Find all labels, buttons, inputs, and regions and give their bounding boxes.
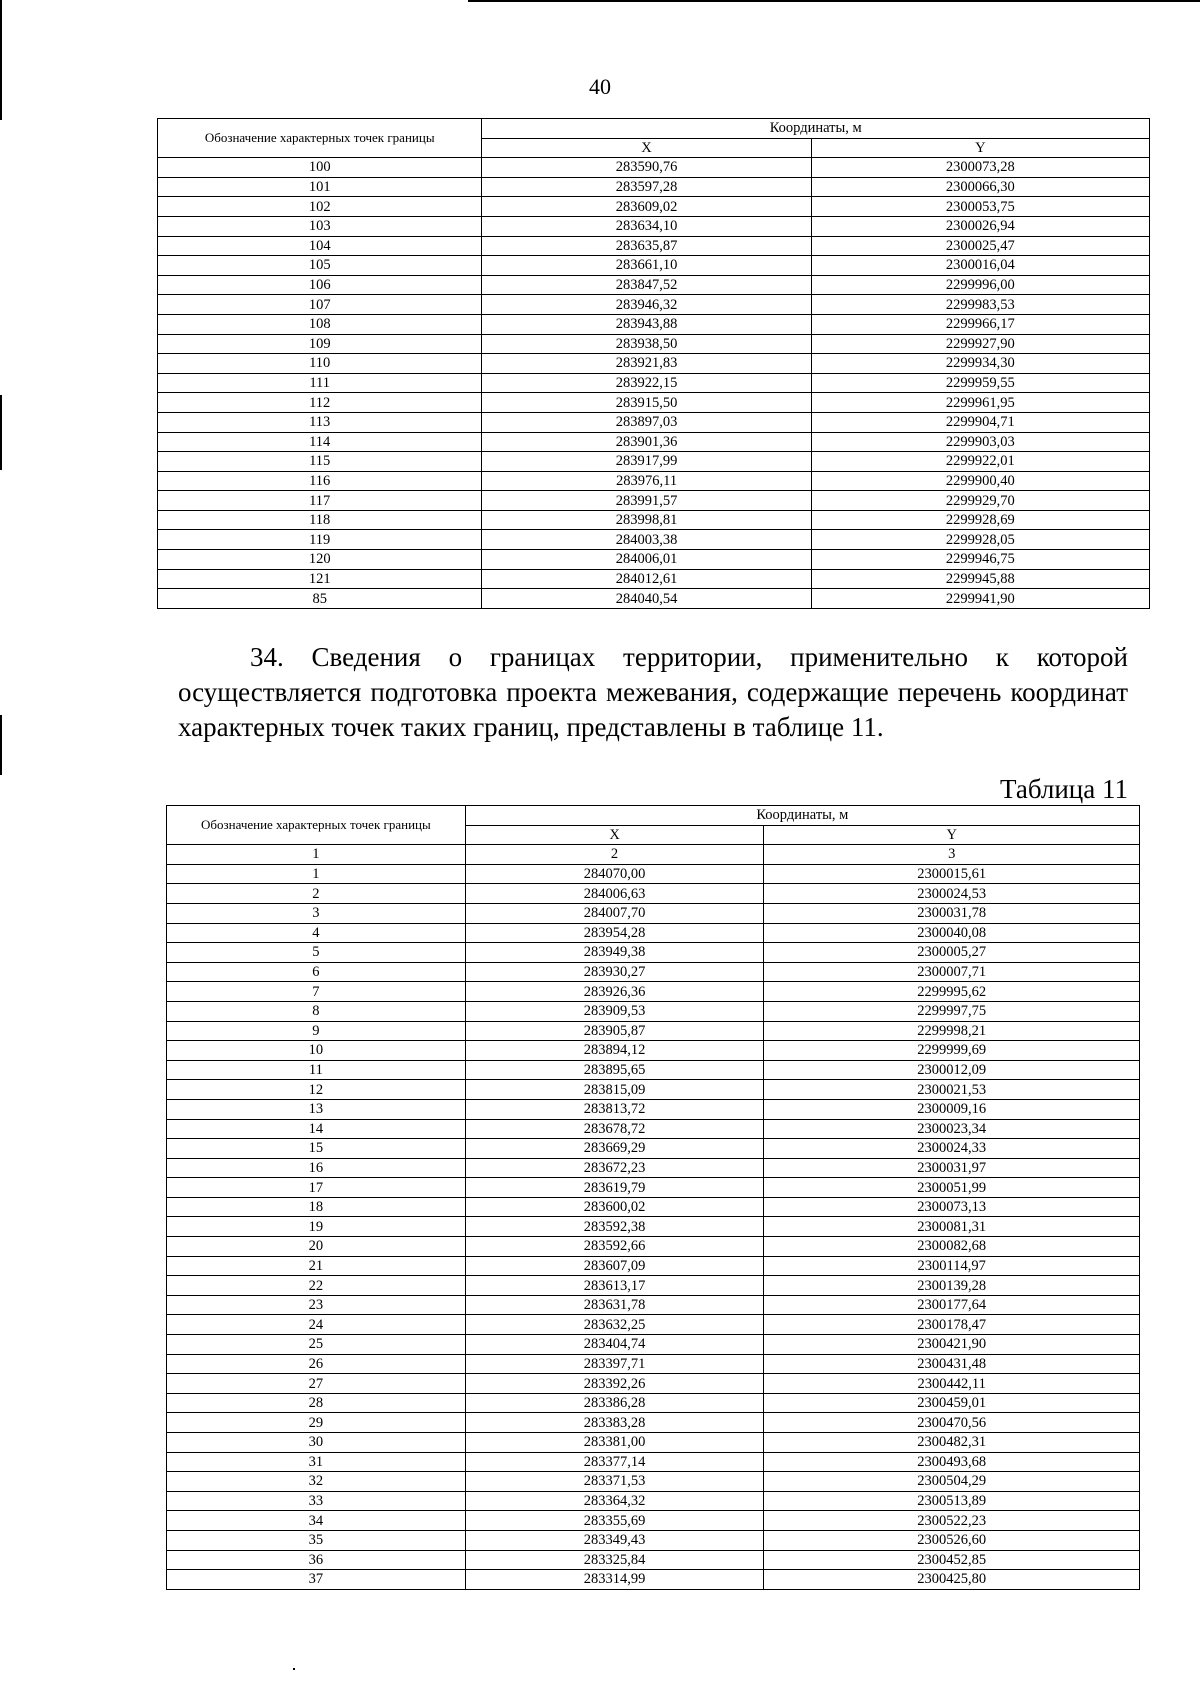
y-coordinate: 2299966,17 [811,314,1149,334]
point-id: 25 [167,1335,466,1355]
y-coordinate: 2300425,80 [764,1570,1140,1590]
y-coordinate: 2300040,08 [764,923,1140,943]
x-coordinate: 283813,72 [465,1099,764,1119]
table-row [167,1197,1140,1217]
table-row [167,1099,1140,1119]
point-id: 31 [167,1452,466,1472]
x-header: X [482,138,811,158]
point-id: 35 [167,1530,466,1550]
y-coordinate: 2299928,05 [811,530,1149,550]
y-coordinate: 2299959,55 [811,373,1149,393]
y-coordinate: 2299929,70 [811,491,1149,511]
table-row [167,1570,1140,1590]
point-id: 20 [167,1237,466,1257]
point-id: 30 [167,1433,466,1453]
point-id: 112 [158,393,482,413]
point-id: 121 [158,569,482,589]
y-coordinate: 2300051,99 [764,1178,1140,1198]
table-row [167,1139,1140,1159]
x-coordinate: 283815,09 [465,1080,764,1100]
x-coordinate: 283349,43 [465,1530,764,1550]
table-row [167,1001,1140,1021]
y-coordinate: 2299998,21 [764,1021,1140,1041]
x-coordinate: 283678,72 [465,1119,764,1139]
table-row [167,1295,1140,1315]
point-id: 12 [167,1080,466,1100]
x-coordinate: 283381,00 [465,1433,764,1453]
x-coordinate: 283672,23 [465,1158,764,1178]
y-coordinate: 2300031,97 [764,1158,1140,1178]
coordinates-table-11 [166,805,1140,1590]
point-id: 1 [167,864,466,884]
x-header: X [465,825,764,845]
table-row [167,943,1140,963]
table-row [158,393,1150,413]
x-coordinate: 284006,01 [482,550,811,570]
table-row [158,314,1150,334]
table-row [167,962,1140,982]
table-row [167,1374,1140,1394]
table-row [167,1041,1140,1061]
x-coordinate: 283905,87 [465,1021,764,1041]
point-header: Обозначение характерных точек границы [167,806,466,845]
column-number-1: 1 [167,845,466,865]
point-id: 23 [167,1295,466,1315]
table-row [158,177,1150,197]
y-coordinate: 2299941,90 [811,589,1149,609]
x-coordinate: 284003,38 [482,530,811,550]
point-id: 103 [158,216,482,236]
y-coordinate: 2299946,75 [811,550,1149,570]
table-row [158,491,1150,511]
x-coordinate: 283619,79 [465,1178,764,1198]
x-coordinate: 283597,28 [482,177,811,197]
x-coordinate: 283991,57 [482,491,811,511]
point-id: 26 [167,1354,466,1374]
x-coordinate: 283383,28 [465,1413,764,1433]
y-coordinate: 2300024,53 [764,884,1140,904]
point-id: 14 [167,1119,466,1139]
point-id: 106 [158,275,482,295]
table-row [158,216,1150,236]
y-coordinate: 2299961,95 [811,393,1149,413]
y-coordinate: 2300442,11 [764,1374,1140,1394]
table-row [167,1237,1140,1257]
table-body [158,158,1150,609]
y-coordinate: 2300139,28 [764,1276,1140,1296]
x-coordinate: 283397,71 [465,1354,764,1374]
scan-edge-left-3 [0,715,2,775]
point-id: 33 [167,1491,466,1511]
table-row [158,236,1150,256]
y-header: Y [764,825,1140,845]
point-id: 114 [158,432,482,452]
point-id: 10 [167,1041,466,1061]
column-number-3: 3 [764,845,1140,865]
x-coordinate: 283946,32 [482,295,811,315]
y-coordinate: 2299999,69 [764,1041,1140,1061]
point-id: 11 [167,1060,466,1080]
table-row [167,1433,1140,1453]
y-coordinate: 2299928,69 [811,510,1149,530]
y-coordinate: 2299934,30 [811,354,1149,374]
y-coordinate: 2300504,29 [764,1472,1140,1492]
table-row [167,1060,1140,1080]
y-coordinate: 2300482,31 [764,1433,1140,1453]
x-coordinate: 283632,25 [465,1315,764,1335]
y-coordinate: 2300015,61 [764,864,1140,884]
x-coordinate: 284040,54 [482,589,811,609]
y-coordinate: 2300459,01 [764,1393,1140,1413]
column-number-2: 2 [465,845,764,865]
coordinates-header: Координаты, м [482,119,1150,139]
y-coordinate: 2300177,64 [764,1295,1140,1315]
table-row [158,197,1150,217]
x-coordinate: 283314,99 [465,1570,764,1590]
y-coordinate: 2300081,31 [764,1217,1140,1237]
x-coordinate: 283976,11 [482,471,811,491]
table-row [167,1393,1140,1413]
x-coordinate: 283364,32 [465,1491,764,1511]
table-row [167,884,1140,904]
y-coordinate: 2299922,01 [811,452,1149,472]
x-coordinate: 283590,76 [482,158,811,178]
y-coordinate: 2299945,88 [811,569,1149,589]
table-row [167,864,1140,884]
table-row [167,1080,1140,1100]
table-row [167,1119,1140,1139]
table-row [158,275,1150,295]
table-row [167,1178,1140,1198]
point-id: 27 [167,1374,466,1394]
point-id: 3 [167,903,466,923]
y-coordinate: 2300066,30 [811,177,1149,197]
table-row [158,432,1150,452]
table-row [167,1550,1140,1570]
table-row [167,982,1140,1002]
y-coordinate: 2300513,89 [764,1491,1140,1511]
x-coordinate: 283847,52 [482,275,811,295]
y-coordinate: 2300053,75 [811,197,1149,217]
x-coordinate: 283404,74 [465,1335,764,1355]
point-id: 32 [167,1472,466,1492]
point-id: 15 [167,1139,466,1159]
point-id: 113 [158,412,482,432]
point-id: 100 [158,158,482,178]
point-id: 109 [158,334,482,354]
x-coordinate: 283613,17 [465,1276,764,1296]
coordinates-header: Координаты, м [465,806,1139,826]
x-coordinate: 283592,66 [465,1237,764,1257]
table-row [158,412,1150,432]
point-id: 118 [158,510,482,530]
point-id: 34 [167,1511,466,1531]
point-id: 17 [167,1178,466,1198]
table-row [158,158,1150,178]
y-coordinate: 2299927,90 [811,334,1149,354]
point-id: 117 [158,491,482,511]
y-coordinate: 2299996,00 [811,275,1149,295]
point-id: 107 [158,295,482,315]
table-row [167,923,1140,943]
table-body [167,864,1140,1589]
point-id: 16 [167,1158,466,1178]
point-id: 2 [167,884,466,904]
y-coordinate: 2300114,97 [764,1256,1140,1276]
point-id: 13 [167,1099,466,1119]
x-coordinate: 284006,63 [465,884,764,904]
y-coordinate: 2300025,47 [811,236,1149,256]
point-id: 85 [158,589,482,609]
y-coordinate: 2300021,53 [764,1080,1140,1100]
y-header: Y [811,138,1149,158]
table-row [167,1158,1140,1178]
point-id: 24 [167,1315,466,1335]
x-coordinate: 283921,83 [482,354,811,374]
point-id: 102 [158,197,482,217]
y-coordinate: 2300522,23 [764,1511,1140,1531]
point-id: 21 [167,1256,466,1276]
y-coordinate: 2300007,71 [764,962,1140,982]
point-id: 29 [167,1413,466,1433]
table-row [167,1256,1140,1276]
table-row [167,1472,1140,1492]
x-coordinate: 283669,29 [465,1139,764,1159]
scan-edge-top [468,0,1200,2]
y-coordinate: 2300012,09 [764,1060,1140,1080]
table-row [167,1491,1140,1511]
y-coordinate: 2300470,56 [764,1413,1140,1433]
x-coordinate: 283386,28 [465,1393,764,1413]
x-coordinate: 284007,70 [465,903,764,923]
point-id: 37 [167,1570,466,1590]
point-id: 6 [167,962,466,982]
x-coordinate: 283897,03 [482,412,811,432]
y-coordinate: 2300073,13 [764,1197,1140,1217]
point-id: 9 [167,1021,466,1041]
table-row [158,510,1150,530]
page-number: 40 [589,74,611,99]
y-coordinate: 2300023,34 [764,1119,1140,1139]
point-id: 4 [167,923,466,943]
table-caption: Таблица 11 [1000,774,1128,804]
table-row [158,373,1150,393]
x-coordinate: 283325,84 [465,1550,764,1570]
y-coordinate: 2300009,16 [764,1099,1140,1119]
point-id: 104 [158,236,482,256]
scan-edge-left-2 [0,395,2,470]
point-id: 19 [167,1217,466,1237]
y-coordinate: 2299997,75 [764,1001,1140,1021]
point-id: 8 [167,1001,466,1021]
x-coordinate: 283355,69 [465,1511,764,1531]
table-row [167,1511,1140,1531]
table-row [167,903,1140,923]
point-id: 110 [158,354,482,374]
y-coordinate: 2300493,68 [764,1452,1140,1472]
table-row [158,256,1150,276]
y-coordinate: 2300178,47 [764,1315,1140,1335]
y-coordinate: 2299983,53 [811,295,1149,315]
x-coordinate: 283930,27 [465,962,764,982]
x-coordinate: 283371,53 [465,1472,764,1492]
table-row [167,1315,1140,1335]
y-coordinate: 2300431,48 [764,1354,1140,1374]
x-coordinate: 283607,09 [465,1256,764,1276]
x-coordinate: 283922,15 [482,373,811,393]
point-id: 116 [158,471,482,491]
x-coordinate: 283949,38 [465,943,764,963]
x-coordinate: 283998,81 [482,510,811,530]
x-coordinate: 284012,61 [482,569,811,589]
x-coordinate: 283915,50 [482,393,811,413]
x-coordinate: 283631,78 [465,1295,764,1315]
y-coordinate: 2300005,27 [764,943,1140,963]
y-coordinate: 2300031,78 [764,903,1140,923]
point-id: 105 [158,256,482,276]
x-coordinate: 283926,36 [465,982,764,1002]
table-row [167,1276,1140,1296]
x-coordinate: 283938,50 [482,334,811,354]
y-coordinate: 2299995,62 [764,982,1140,1002]
x-coordinate: 283609,02 [482,197,811,217]
x-coordinate: 283901,36 [482,432,811,452]
x-coordinate: 283661,10 [482,256,811,276]
section-34-paragraph: 34. Сведения о границах территории, применительно к которой осуществляется подготовка проекта межевания, содержащие перечень координат характерных точек таких границ, представлены в таблице 11. [178,642,1128,742]
x-coordinate: 283600,02 [465,1197,764,1217]
x-coordinate: 284070,00 [465,864,764,884]
y-coordinate: 2299903,03 [811,432,1149,452]
point-id: 28 [167,1393,466,1413]
y-coordinate: 2299900,40 [811,471,1149,491]
table-row [158,452,1150,472]
x-coordinate: 283894,12 [465,1041,764,1061]
x-coordinate: 283895,65 [465,1060,764,1080]
y-coordinate: 2299904,71 [811,412,1149,432]
scan-dot [293,1668,295,1670]
x-coordinate: 283943,88 [482,314,811,334]
point-id: 22 [167,1276,466,1296]
x-coordinate: 283954,28 [465,923,764,943]
y-coordinate: 2300026,94 [811,216,1149,236]
table-row [167,1354,1140,1374]
x-coordinate: 283634,10 [482,216,811,236]
table-row [167,1413,1140,1433]
y-coordinate: 2300452,85 [764,1550,1140,1570]
x-coordinate: 283592,38 [465,1217,764,1237]
table-row [167,1530,1140,1550]
x-coordinate: 283377,14 [465,1452,764,1472]
y-coordinate: 2300073,28 [811,158,1149,178]
table-row [167,1452,1140,1472]
table-row [158,550,1150,570]
coordinates-table-continued [157,118,1150,609]
y-coordinate: 2300526,60 [764,1530,1140,1550]
point-id: 7 [167,982,466,1002]
point-id: 101 [158,177,482,197]
x-coordinate: 283392,26 [465,1374,764,1394]
x-coordinate: 283909,53 [465,1001,764,1021]
table-row [158,589,1150,609]
point-id: 115 [158,452,482,472]
scan-edge-left-1 [0,0,2,120]
point-id: 119 [158,530,482,550]
point-header: Обозначение характерных точек границы [158,119,482,158]
point-id: 18 [167,1197,466,1217]
y-coordinate: 2300421,90 [764,1335,1140,1355]
table-row [167,1335,1140,1355]
table-row [158,471,1150,491]
point-id: 5 [167,943,466,963]
table-row [158,530,1150,550]
point-id: 111 [158,373,482,393]
x-coordinate: 283635,87 [482,236,811,256]
table-row [167,1217,1140,1237]
point-id: 108 [158,314,482,334]
table-row [158,569,1150,589]
y-coordinate: 2300016,04 [811,256,1149,276]
y-coordinate: 2300082,68 [764,1237,1140,1257]
table-row [158,295,1150,315]
table-row [167,1021,1140,1041]
x-coordinate: 283917,99 [482,452,811,472]
point-id: 36 [167,1550,466,1570]
table-row [158,354,1150,374]
table-row [158,334,1150,354]
y-coordinate: 2300024,33 [764,1139,1140,1159]
point-id: 120 [158,550,482,570]
